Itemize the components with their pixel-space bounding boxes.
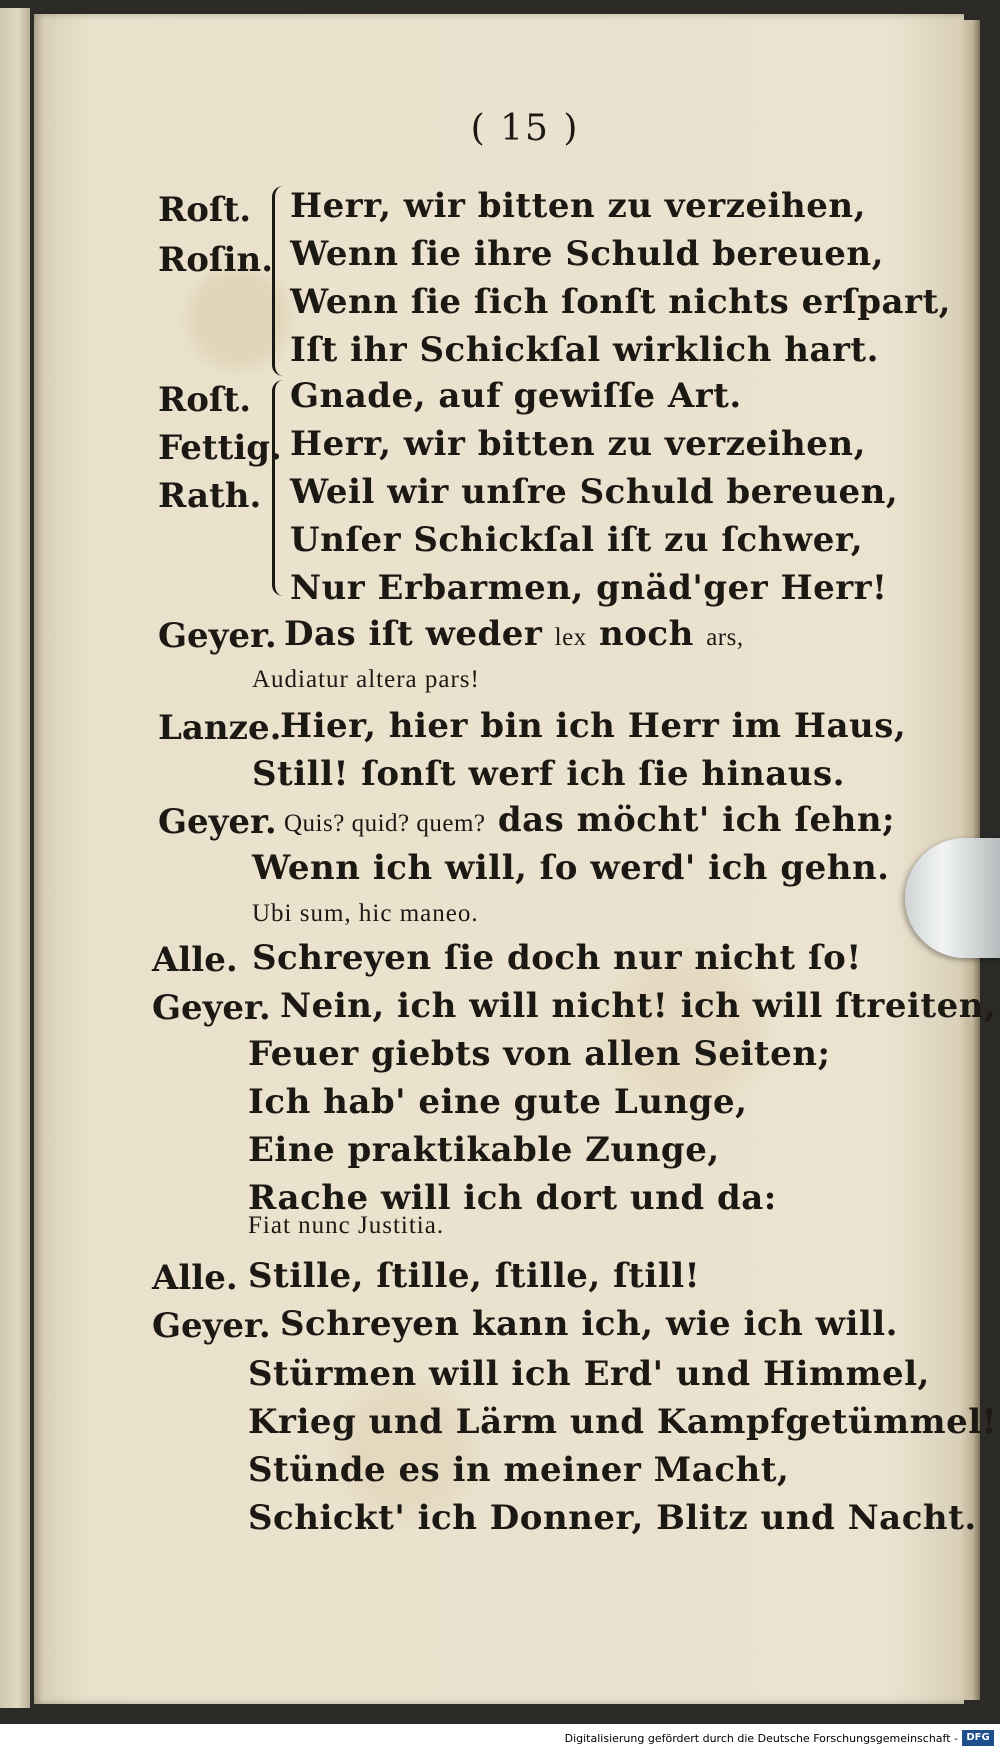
speaker-label: Rath. bbox=[158, 476, 262, 516]
speaker-label: Geyer. bbox=[152, 988, 271, 1028]
brace bbox=[272, 186, 283, 376]
latin-line: Fiat nunc Justitia. bbox=[248, 1212, 445, 1239]
dfg-logo: DFG bbox=[962, 1730, 994, 1746]
verse-line: Das iſt weder lex noch ars, bbox=[284, 614, 744, 654]
verse-line: Unſer Schickſal iſt zu ſchwer, bbox=[290, 520, 864, 560]
verse-line: Quis? quid? quem? das möcht' ich ſehn; bbox=[284, 800, 896, 840]
verse-line: Feuer giebts von allen Seiten; bbox=[248, 1034, 831, 1074]
verse-line: Wenn ich will, ſo werd' ich gehn. bbox=[252, 848, 890, 888]
speaker-label: Lanze. bbox=[158, 708, 282, 748]
verse-line: Stünde es in meiner Macht, bbox=[248, 1450, 790, 1490]
verse-line: Gnade, auf gewiſſe Art. bbox=[290, 376, 742, 416]
speaker-label: Geyer. bbox=[152, 1306, 271, 1346]
verse-line: Rache will ich dort und da: bbox=[248, 1178, 777, 1218]
verse-line: Eine praktikable Zunge, bbox=[248, 1130, 720, 1170]
verse-line: Krieg und Lärm und Kampfgetümmel! bbox=[248, 1402, 998, 1442]
speaker-label: Geyer. bbox=[158, 616, 277, 656]
verse-line: Nein, ich will nicht! ich will ſtreiten, bbox=[280, 986, 997, 1026]
footer-credit: Digitalisierung gefördert durch die Deutsche Forschungsgemeinschaft - bbox=[564, 1732, 958, 1745]
speaker-label: Alle. bbox=[152, 940, 238, 980]
verse-line: Schreyen kann ich, wie ich will. bbox=[280, 1304, 899, 1344]
verse-line: Weil wir unſre Schuld bereuen, bbox=[290, 472, 899, 512]
digitization-footer bbox=[0, 1724, 1000, 1750]
verse-line: Schreyen ſie doch nur nicht ſo! bbox=[252, 938, 862, 978]
latin-line: Audiatur altera pars! bbox=[252, 666, 480, 693]
speaker-label: Roſt. bbox=[158, 380, 252, 420]
speaker-label: Roſt. bbox=[158, 190, 252, 230]
verse-line: Schickt' ich Donner, Blitz und Nacht. bbox=[248, 1498, 977, 1538]
brace bbox=[272, 380, 283, 596]
speaker-label: Roſin. bbox=[158, 240, 274, 280]
verse-line: Stille, ſtille, ſtille, ſtill! bbox=[248, 1256, 701, 1296]
verse-line: Ich hab' eine gute Lunge, bbox=[248, 1082, 748, 1122]
verse-line: Still! ſonſt werf ich ſie hinaus. bbox=[252, 754, 846, 794]
page-number: ( 15 ) bbox=[470, 108, 580, 149]
verse-line: Wenn ſie ihre Schuld bereuen, bbox=[290, 234, 884, 274]
speaker-label: Fettig. bbox=[158, 428, 282, 468]
verse-line: Iſt ihr Schickſal wirklich hart. bbox=[290, 330, 879, 370]
speaker-label: Alle. bbox=[152, 1258, 238, 1298]
verse-line: Herr, wir bitten zu verzeihen, bbox=[290, 186, 866, 226]
verse-line: Hier, hier bin ich Herr im Haus, bbox=[280, 706, 907, 746]
verse-line: Stürmen will ich Erd' und Himmel, bbox=[248, 1354, 930, 1394]
facing-page-edge bbox=[0, 8, 30, 1708]
speaker-label: Geyer. bbox=[158, 802, 277, 842]
verse-line: Nur Erbarmen, gnäd'ger Herr! bbox=[290, 568, 888, 608]
verse-line: Herr, wir bitten zu verzeihen, bbox=[290, 424, 866, 464]
latin-line: Ubi sum, hic maneo. bbox=[252, 900, 479, 927]
verse-line: Wenn ſie ſich ſonſt nichts erſpart, bbox=[290, 282, 951, 322]
